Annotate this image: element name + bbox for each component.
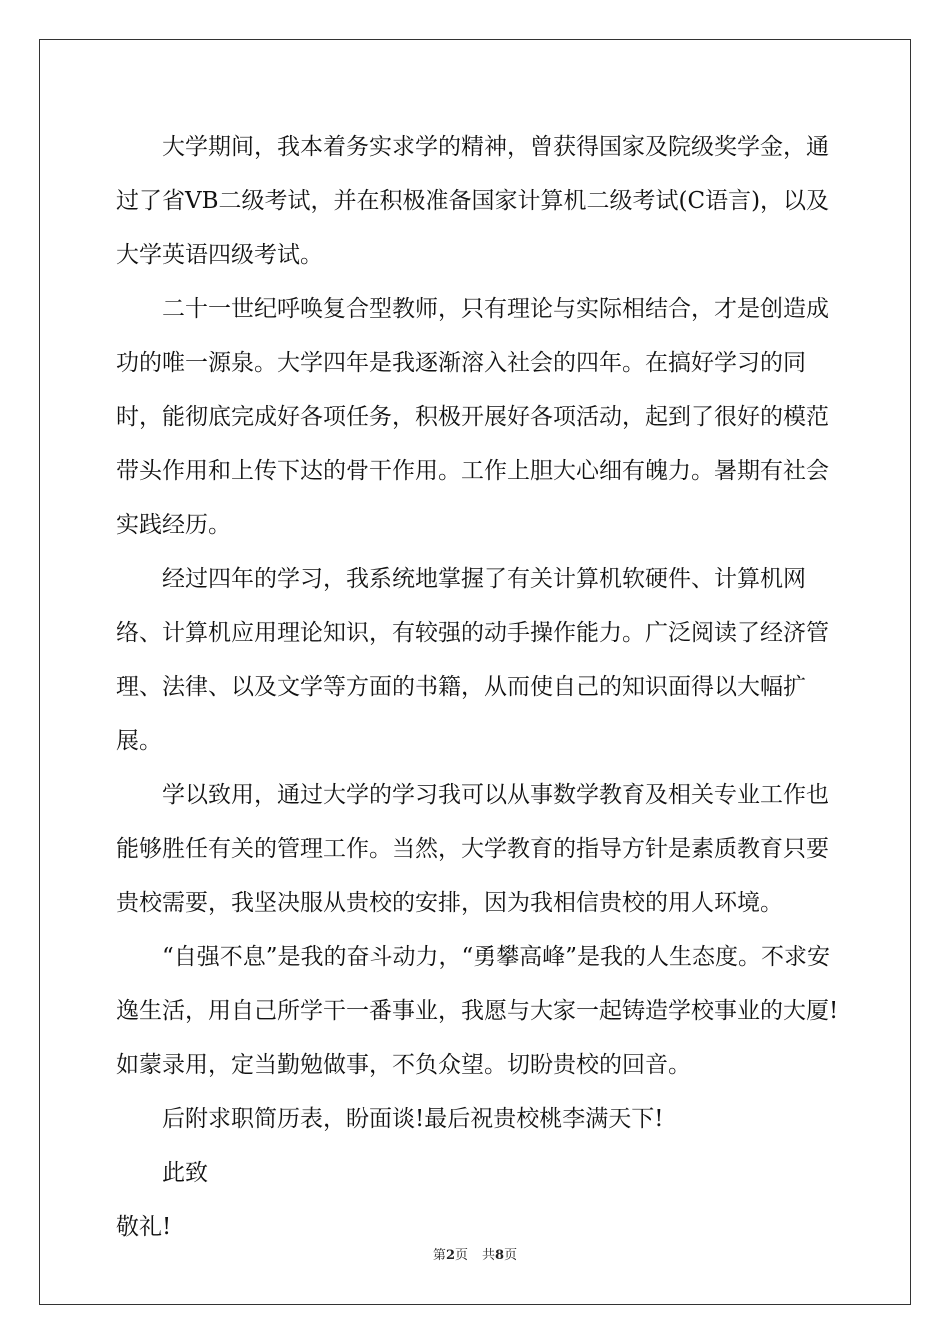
paragraph-attachment: 后附求职简历表，盼面谈!最后祝贵校桃李满天下! — [162, 1106, 664, 1132]
footer-page-number: 2 — [445, 1248, 455, 1263]
footer-total-suffix: 页 — [504, 1248, 518, 1263]
paragraph-social-practice: 二十一世纪呼唤复合型教师，只有理论与实际相结合，才是创造成功的唯一源泉。大学四年是我逐渐溶入社会的四年。在搞好学习的同时，能彻底完成好各项任务，积极开展好各项活动，起到了很好的模范带头作用和上传下达的骨干作用。工作上胆大心细有魄力。暑期有社会实践经历。 — [116, 296, 829, 538]
closing-salutation: 敬礼! — [116, 1214, 172, 1240]
paragraph-scholarships: 大学期间，我本着务实求学的精神，曾获得国家及院级奖学金，通过了省VB二级考试，并在积极准备国家计算机二级考试(C语言)，以及大学英语四级考试。 — [116, 134, 830, 268]
footer-page-prefix: 第 — [432, 1248, 446, 1263]
page-footer — [0, 1244, 950, 1263]
paragraph-career-goal: 学以致用，通过大学的学习我可以从事数学教育及相关专业工作也能够胜任有关的管理工作。当然，大学教育的指导方针是素质教育只要贵校需要，我坚决服从贵校的安排，因为我相信贵校的用人环境。 — [116, 782, 829, 916]
footer-total-number: 8 — [495, 1248, 505, 1263]
paragraph-motto: “自强不息”是我的奋斗动力，“勇攀高峰”是我的人生态度。不求安逸生活，用自己所学干一番事业，我愿与大家一起铸造学校事业的大厦!如蒙录用，定当勤勉做事，不负众望。切盼贵校的回音。 — [116, 944, 839, 1078]
paragraph-computer-skills: 经过四年的学习，我系统地掌握了有关计算机软硬件、计算机网络、计算机应用理论知识，有较强的动手操作能力。广泛阅读了经济管理、法律、以及文学等方面的书籍，从而使自己的知识面得以大幅扩展。 — [116, 566, 829, 754]
footer-page-suffix: 页 — [454, 1248, 468, 1263]
letter-body — [116, 120, 844, 1254]
paragraph-regards: 此致 — [162, 1160, 208, 1186]
footer-total-prefix: 共 — [482, 1248, 496, 1263]
